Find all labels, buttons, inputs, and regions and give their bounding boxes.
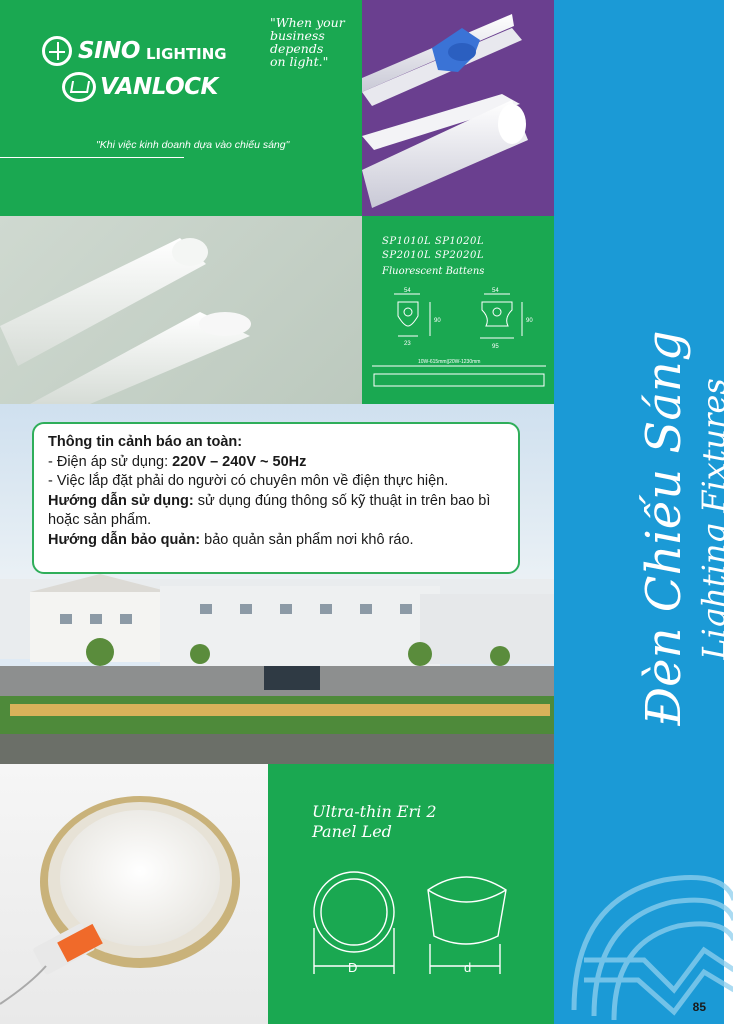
slogan-en-line: depends bbox=[270, 41, 324, 56]
dim-label: 90 bbox=[526, 318, 533, 324]
dim-length-label: 10W-615mm||20W-1230mm bbox=[418, 359, 481, 365]
logo-lighting-text: LIGHTING bbox=[145, 45, 227, 63]
panel-led-info bbox=[268, 764, 554, 1024]
panel-led-title bbox=[312, 802, 437, 842]
downlight-photo bbox=[0, 764, 268, 1024]
warning-storage: Hướng dẫn bảo quản: bảo quản sản phẩm nơi khô ráo. bbox=[48, 531, 414, 548]
panel-title-line: Ultra-thin Eri 2 bbox=[312, 802, 437, 821]
batten-photo-grey bbox=[0, 216, 362, 404]
slogan-en-line: business bbox=[270, 28, 325, 43]
slogan-vietnamese: "Khi việc kinh doanh dựa vào chiếu sáng" bbox=[96, 139, 290, 151]
brand-block bbox=[0, 0, 362, 216]
side-title bbox=[554, 0, 733, 800]
page-number: 85 bbox=[692, 1000, 706, 1014]
batten-dimension-drawing bbox=[362, 282, 554, 400]
slogan-divider bbox=[0, 157, 184, 158]
batten-tube-image bbox=[0, 216, 362, 404]
dim-label: 54 bbox=[492, 288, 499, 294]
slogan-en-line: on light." bbox=[270, 54, 329, 69]
warning-voltage: - Điện áp sử dụng: 220V – 240V ~ 50Hz bbox=[48, 453, 307, 470]
dim-label: 95 bbox=[492, 344, 499, 350]
panel-title-line: Panel Led bbox=[312, 822, 392, 841]
section-title-vietnamese: Đèn Chiếu Sáng bbox=[636, 330, 692, 726]
dim-label: 54 bbox=[404, 288, 411, 294]
batten-model-codes: SP1010L SP1020L bbox=[382, 236, 485, 247]
dim-label: 90 bbox=[434, 318, 441, 324]
dimension-label-d: d bbox=[464, 960, 472, 975]
batten-spec-panel bbox=[362, 216, 554, 404]
warning-usage: Hướng dẫn sử dụng: sử dụng đúng thông số kỹ thuật in trên bao bì hoặc sản phẩm. bbox=[48, 492, 491, 528]
warning-heading: Thông tin cảnh báo an toàn: bbox=[48, 434, 243, 450]
vanlock-emblem-icon bbox=[62, 72, 96, 102]
dimension-label-D: D bbox=[348, 960, 358, 975]
globe-icon bbox=[42, 36, 72, 66]
batten-fixture-image bbox=[362, 0, 554, 216]
logo-sino-text: SINO bbox=[78, 38, 140, 64]
dim-label: 23 bbox=[404, 341, 411, 347]
logo-vanlock-text: VANLOCK bbox=[100, 74, 218, 100]
batten-photo-purple bbox=[362, 0, 554, 216]
batten-model-codes: SP2010L SP2020L bbox=[382, 250, 485, 261]
sino-watermark-emblem bbox=[554, 840, 724, 1024]
section-title-english: Lighting Fixtures bbox=[695, 378, 733, 660]
slogan-en-line: "When your bbox=[270, 15, 345, 30]
slogan-english bbox=[270, 16, 360, 68]
batten-product-name: Fluorescent Battens bbox=[382, 266, 485, 277]
vanlock-logo bbox=[62, 72, 218, 102]
factory-photo bbox=[0, 404, 554, 764]
safety-warning-box bbox=[32, 422, 520, 574]
warning-install: - Việc lắp đặt phải do người có chuyên môn về điện thực hiện. bbox=[48, 473, 449, 489]
panel-led-image bbox=[0, 764, 268, 1024]
side-title-band bbox=[554, 0, 733, 1024]
panel-led-dimension-drawing bbox=[268, 854, 554, 1004]
sino-lighting-logo bbox=[42, 36, 227, 66]
